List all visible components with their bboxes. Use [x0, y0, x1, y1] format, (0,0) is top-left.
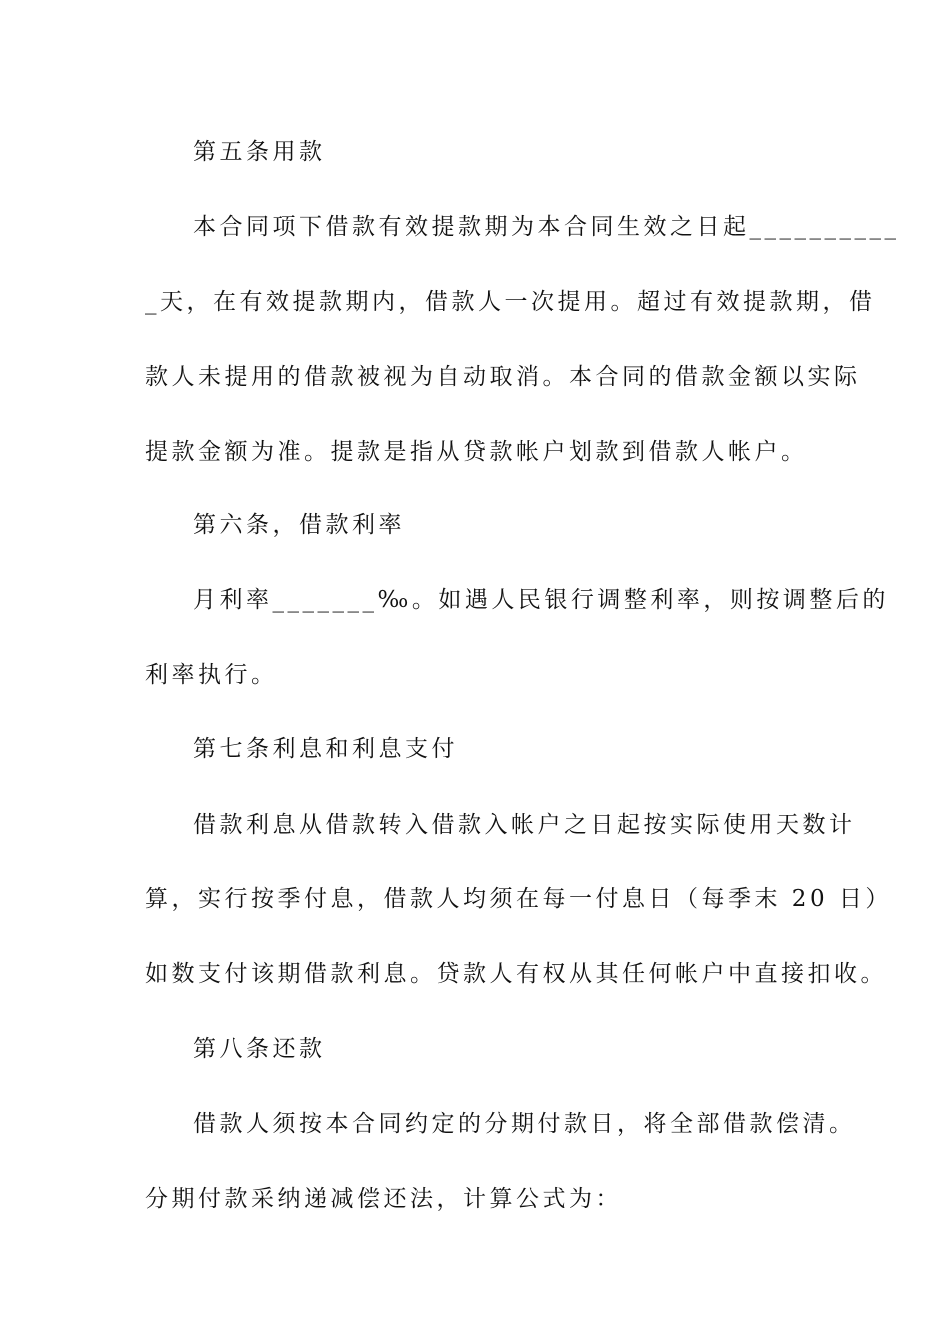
paragraph-line: 提款金额为准。提款是指从贷款帐户划款到借款人帐户。	[145, 439, 808, 465]
paragraph-line: 利率执行。	[145, 662, 278, 688]
paragraph-line: 月利率_______‰。如遇人民银行调整利率，则按调整后的	[193, 587, 889, 613]
paragraph-line: 分期付款采纳递减偿还法，计算公式为：	[145, 1186, 622, 1212]
heading-article-7: 第七条利息和利息支付	[193, 736, 458, 762]
heading-article-8: 第八条还款	[193, 1036, 326, 1062]
paragraph-line: 算，实行按季付息，借款人均须在每一付息日（每季末 20 日）	[145, 886, 892, 912]
paragraph-line: 借款人须按本合同约定的分期付款日，将全部借款偿清。	[193, 1111, 856, 1137]
paragraph-line: _天，在有效提款期内，借款人一次提用。超过有效提款期，借	[145, 289, 876, 315]
heading-article-6: 第六条，借款利率	[193, 512, 405, 538]
paragraph-line: 本合同项下借款有效提款期为本合同生效之日起__________	[193, 214, 900, 240]
paragraph-line: 借款利息从借款转入借款入帐户之日起按实际使用天数计	[193, 812, 856, 838]
heading-article-5: 第五条用款	[193, 139, 326, 165]
paragraph-line: 款人未提用的借款被视为自动取消。本合同的借款金额以实际	[145, 364, 861, 390]
paragraph-line: 如数支付该期借款利息。贷款人有权从其任何帐户中直接扣收。	[145, 961, 887, 987]
